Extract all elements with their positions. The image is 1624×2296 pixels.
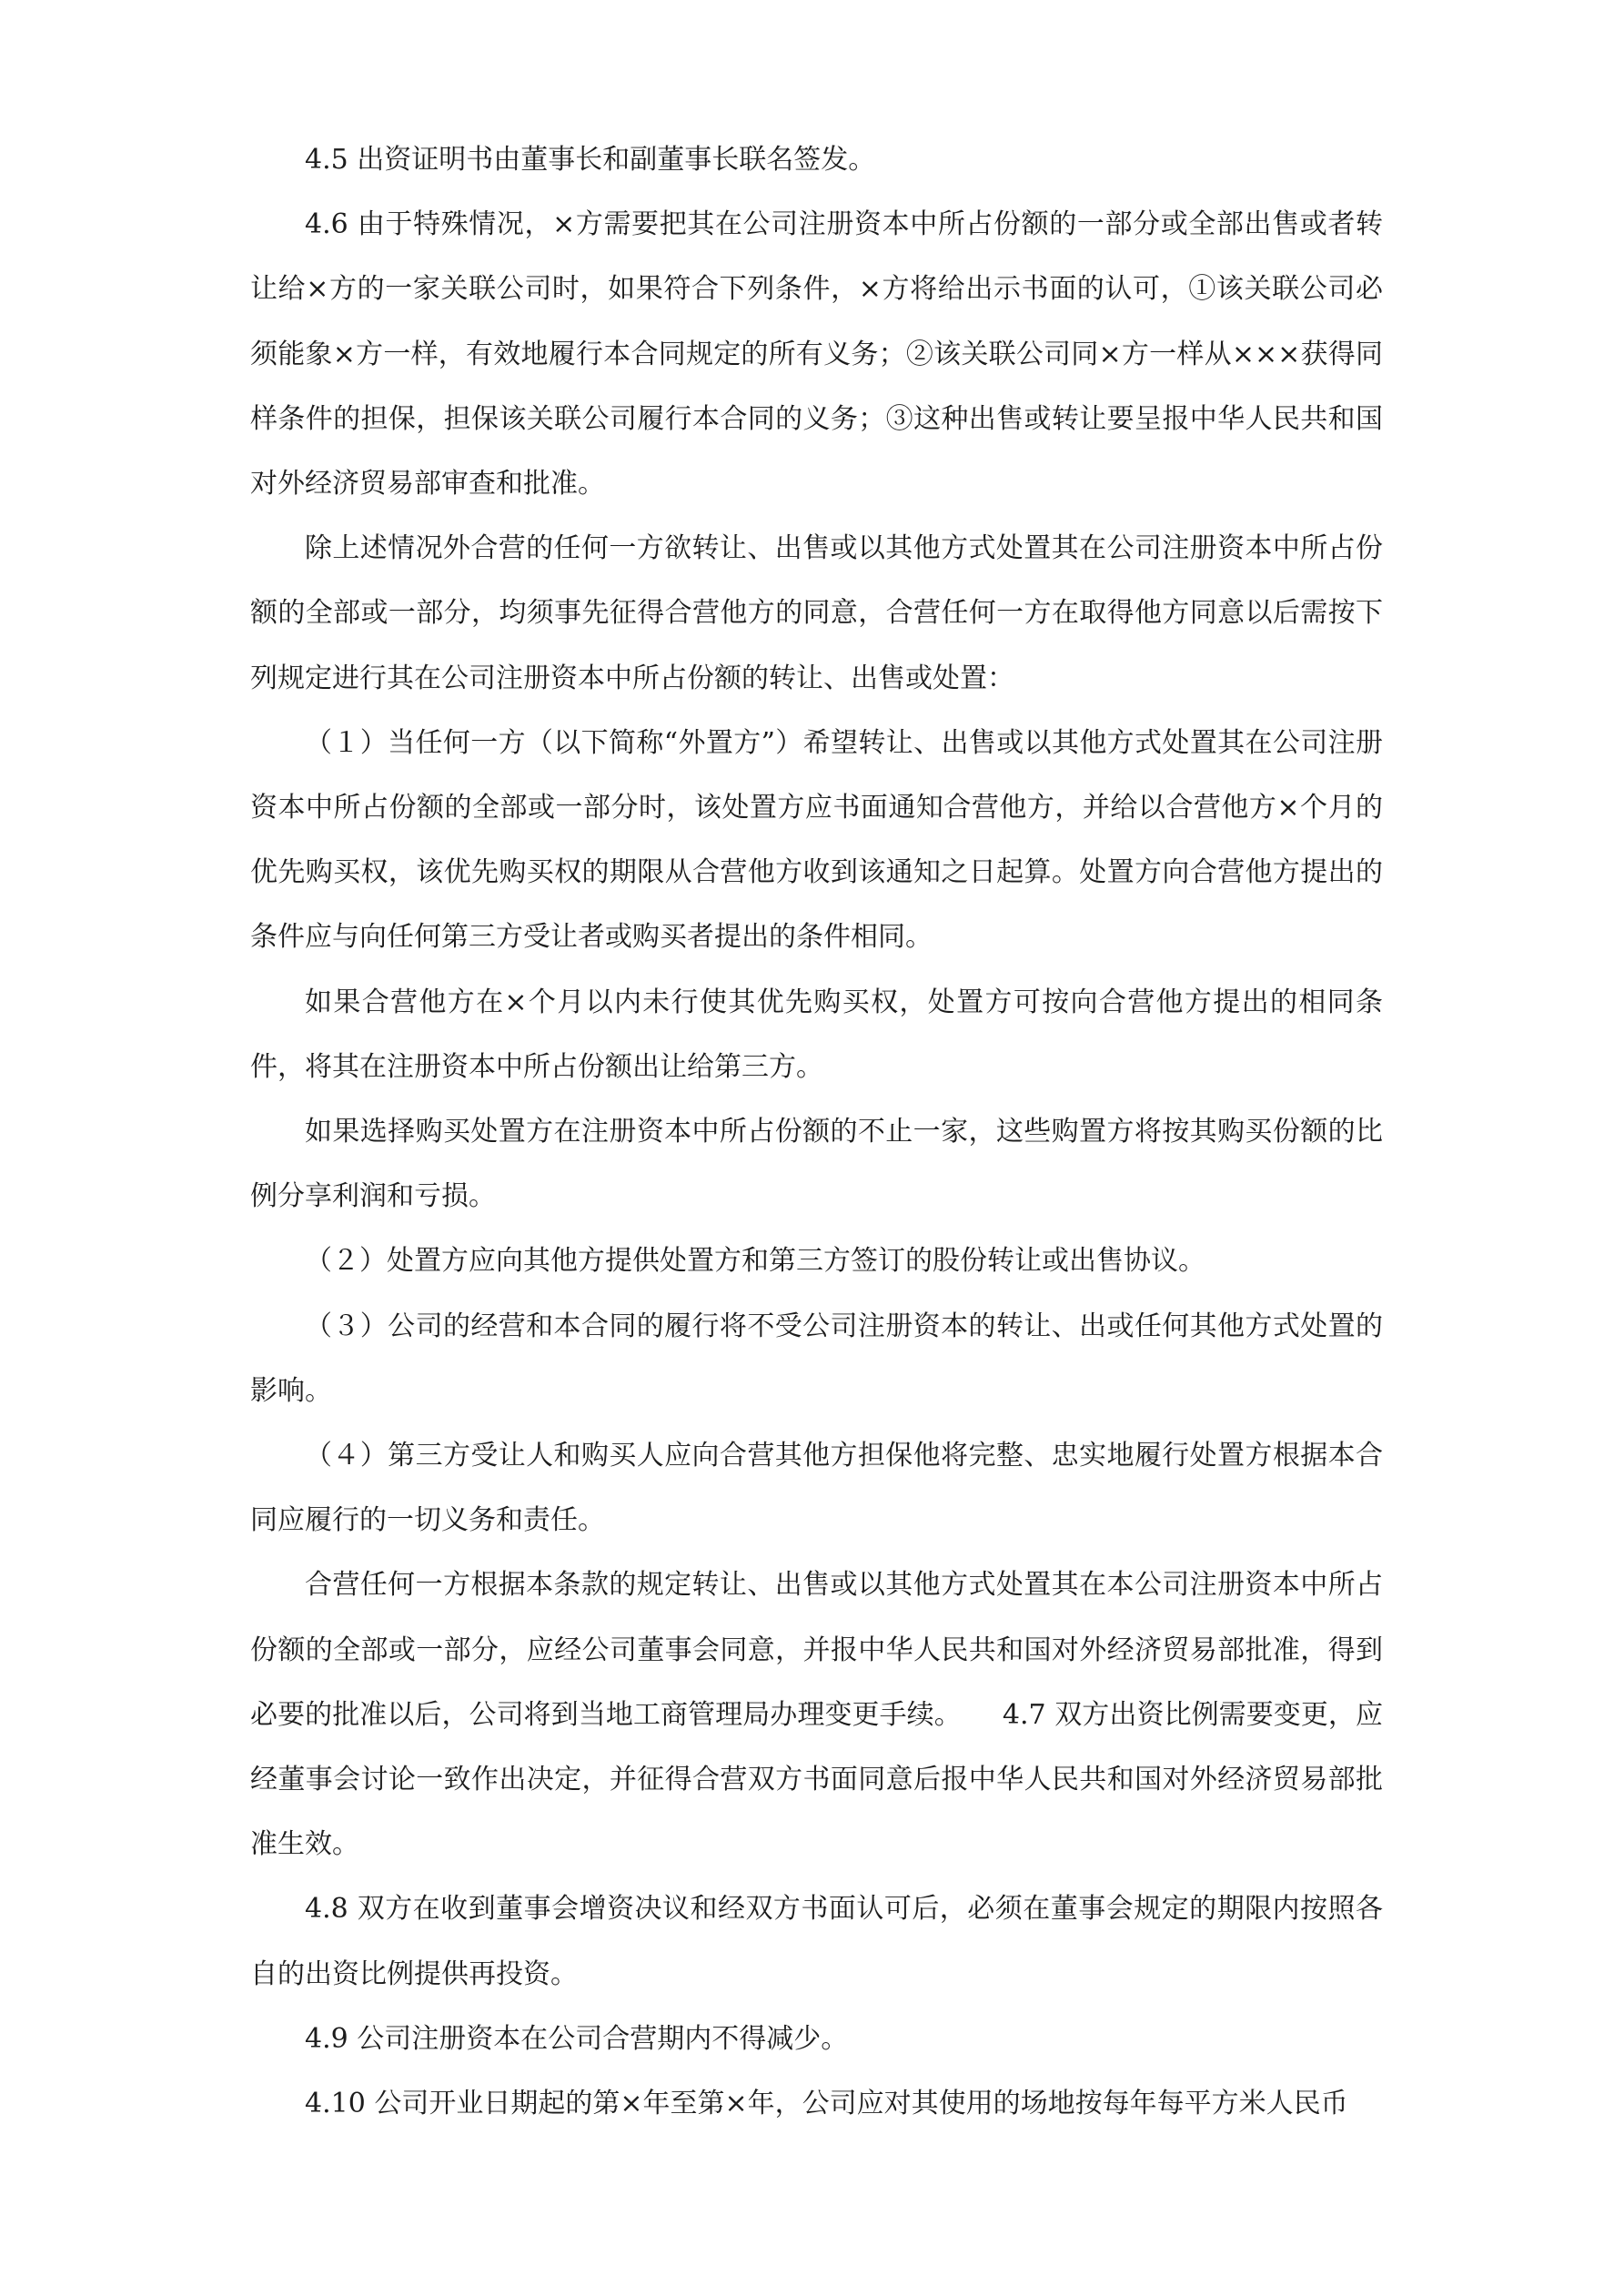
paragraph-4-10: 4.10 公司开业日期起的第×年至第×年，公司应对其使用的场地按每年每平方米人民币 [305, 2088, 1348, 2120]
paragraph-clause-4: （４）第三方受让人和购买人应向合营其他方担保他将完整、忠实地履行处置方根据本合同应履行的一切义务和责任。 [250, 1440, 1383, 1537]
paragraph-4-5: 4.5 出资证明书由董事长和副董事长联名签发。 [305, 144, 876, 176]
paragraph-transfer-rules: 除上述情况外合营的任何一方欲转让、出售或以其他方式处置其在公司注册资本中所占份额的全部或一部分，均须事先征得合营他方的同意，合营任何一方在取得他方同意以后需按下列规定进行其在公司注册资本中所占份额的转让、出售或处置： [250, 532, 1383, 694]
paragraph-4-9: 4.9 公司注册资本在公司合营期内不得减少。 [305, 2022, 849, 2055]
paragraph-clause-1: （１）当任何一方（以下简称“外置方”）希望转让、出售或以其他方式处置其在公司注册资本中所占份额的全部或一部分时，该处置方应书面通知合营他方，并给以合营他方×个月的优先购买权，该优先购买权的期限从合营他方收到该通知之日起算。处置方向合营他方提出的条件应与向任何第三方受让者或购买者提出的条件相同。 [250, 726, 1383, 954]
paragraph-4-8: 4.8 双方在收到董事会增资决议和经双方书面认可后，必须在董事会规定的期限内按照各自的出资比例提供再投资。 [250, 1893, 1383, 1990]
paragraph-clause-3: （３）公司的经营和本合同的履行将不受公司注册资本的转让、出或任何其他方式处置的影响。 [250, 1310, 1383, 1407]
paragraph-preemption-lapse: 如果合营他方在×个月以内未行使其优先购买权，处置方可按向合营他方提出的相同条件，将其在注册资本中所占份额出让给第三方。 [250, 986, 1383, 1083]
paragraph-4-6: 4.6 由于特殊情况，×方需要把其在公司注册资本中所占份额的一部分或全部出售或者转让给×方的一家关联公司时，如果符合下列条件，×方将给出示书面的认可，①该关联公司必须能象×方一样，有效地履行本合同规定的所有义务；②该关联公司同×方一样从×××获得同样条件的担保，担保该关联公司履行本合同的义务；③这种出售或转让要呈报中华人民共和国对外经济贸易部审查和批准。 [250, 208, 1383, 501]
paragraph-multiple-buyers: 如果选择购买处置方在注册资本中所占份额的不止一家，这些购置方将按其购买份额的比例分享利润和亏损。 [250, 1116, 1383, 1213]
paragraph-approval-and-4-7: 合营任何一方根据本条款的规定转让、出售或以其他方式处置其在本公司注册资本中所占份额的全部或一部分，应经公司董事会同意，并报中华人民共和国对外经济贸易部批准，得到必要的批准以后，公司将到当地工商管理局办理变更手续。 4.7 双方出资比例需要变更，应经董事会讨论一致作出决定，并征得合营双方书面同意后报中华人民共和国对外经济贸易部批准生效。 [250, 1569, 1383, 1861]
paragraph-clause-2: （２）处置方应向其他方提供处置方和第三方签订的股份转让或出售协议。 [305, 1245, 1205, 1278]
